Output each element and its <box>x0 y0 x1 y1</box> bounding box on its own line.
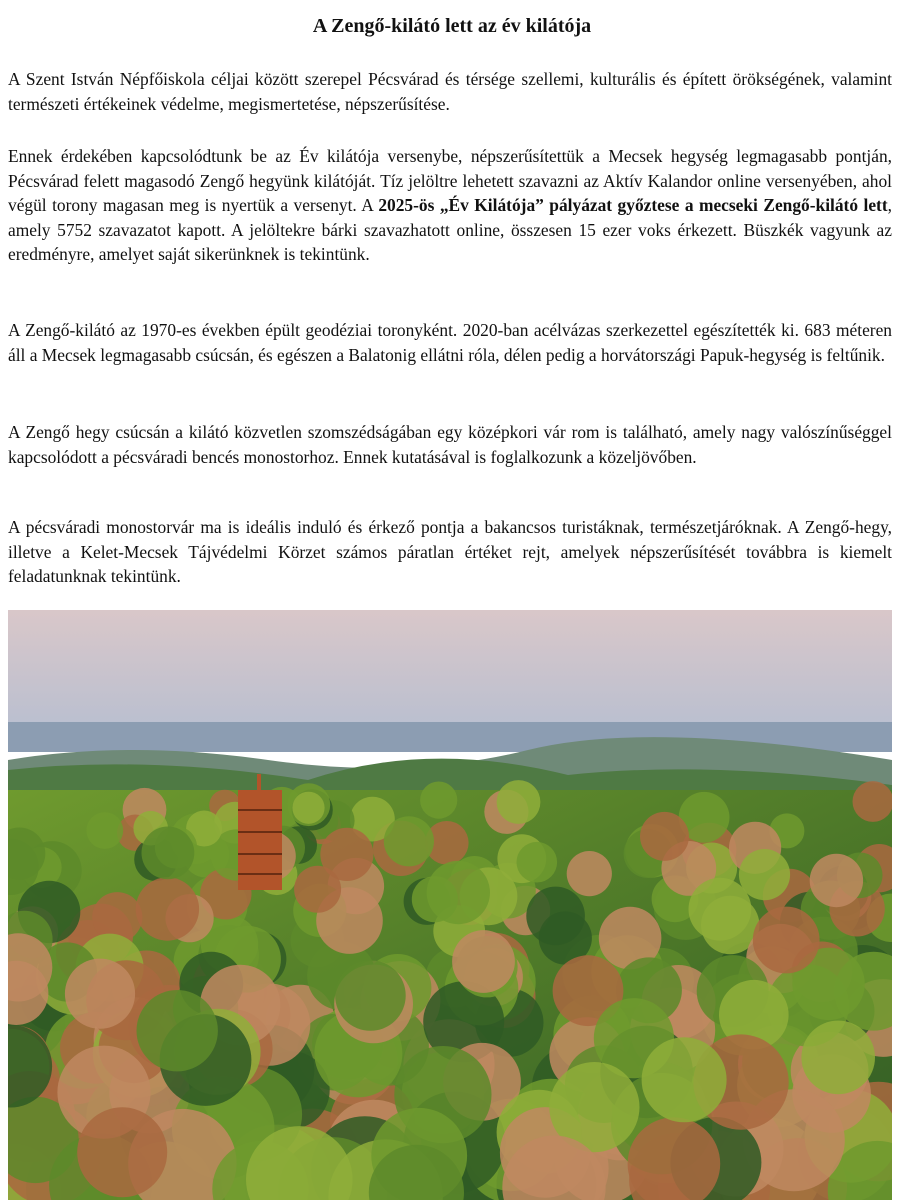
tree-crown <box>420 782 457 819</box>
observation-tower <box>238 774 282 890</box>
tree-crown <box>77 1107 167 1197</box>
tree-crown <box>567 851 612 896</box>
paragraph-competition-end: , amely 5752 szavazatot kapott. A jelöltekre bárki szavazhatott online, összesen 15 ezer voks érkezett. Büszkék vagyunk az eredményre, amelyet saját sikerünknek is tekintünk. <box>8 195 892 265</box>
tree-crown <box>517 842 558 883</box>
tree-crown <box>384 816 434 866</box>
tree-crown <box>452 930 515 993</box>
tree-crown <box>853 781 893 822</box>
tree-crown <box>136 877 199 940</box>
paragraph-tourism: A pécsváradi monostorvár ma is ideális induló és érkező pontja a bakancsos turistáknak, természetjáróknak. A Zengő-hegy, illetve a Kelet-Mecsek Tájvédelmi Körzet számos páratlan értéket rejt, amelyek népszerűsítését továbbra is kiemelt feladatunknak tekintünk. <box>8 517 892 587</box>
tree-crown <box>427 861 490 924</box>
tree-crown <box>320 828 373 881</box>
tree-crown <box>292 792 324 824</box>
tree-crown <box>65 959 135 1029</box>
tree-crown <box>86 812 123 849</box>
tree-crown <box>810 854 863 907</box>
tree-crown <box>142 827 195 880</box>
forest-tower-illustration <box>8 610 892 1200</box>
tree-crown <box>640 812 689 861</box>
paragraph-history: A Zengő-kilátó az 1970-es években épült geodéziai toronyként. 2020-ban acélvázas szerkezettel egészítették ki. 683 méteren áll a Mecsek legmagasabb csúcsán, és egészen a Balatonig ellátni róla, délen pedig a horvátországi Papuk-hegység is feltűnik. <box>8 320 892 365</box>
tree-crown <box>689 878 752 941</box>
tree-crown <box>497 780 541 824</box>
tree-crown <box>753 907 820 974</box>
paragraph-competition-highlight: 2025-ös „Év Kilátója” pályázat győztese a mecseki Zengő-kilátó lett <box>378 195 888 216</box>
tree-crown <box>739 849 790 900</box>
paragraph-intro: A Szent István Népfőiskola céljai között szerepel Pécsvárad és térsége szellemi, kulturális és épített örökségének, valamint természeti értékeinek védelme, megismertetése, népszerűsítése. <box>8 69 892 114</box>
tree-crown <box>137 990 218 1071</box>
tree-crown <box>801 1021 875 1095</box>
tree-canopy <box>8 780 892 1200</box>
tree-crown <box>526 887 585 946</box>
tree-crown <box>642 1037 727 1122</box>
sky <box>8 610 892 730</box>
paragraph-competition <box>8 144 892 267</box>
article-title: A Zengő-kilátó lett az év kilátója <box>312 15 592 37</box>
paragraph-castle-ruin: A Zengő hegy csúcsán a kilátó közvetlen szomszédságában egy középkori vár rom is található, amely nagy valószínűséggel kapcsolódott a pécsváradi bencés monostorhoz. Ennek kutatásával is foglalkozunk a közeljövőben. <box>8 422 892 467</box>
tree-crown <box>335 960 406 1031</box>
paragraph-competition-start: Ennek érdekében kapcsolódtunk be az Év kilátója versenybe, népszerűsítettük a Mecsek hegység legmagasabb pontján, Pécsvárad felett magasodó Zengő hegyünk kilátóját. Tíz jelöltre lehetett szavazni az Aktív Kalandor online versenyében, ahol végül torony magasan meg is nyertük a versenyt. A <box>8 146 892 216</box>
landscape-photo <box>8 610 892 1200</box>
